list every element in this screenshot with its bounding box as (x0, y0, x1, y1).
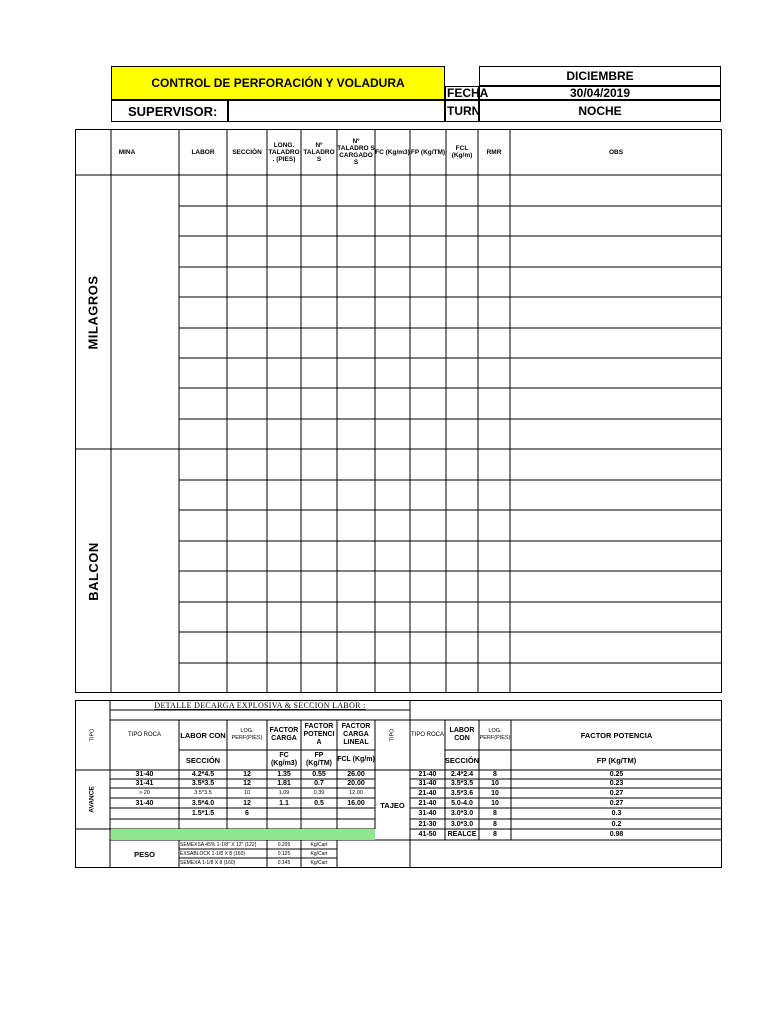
main-table-cell[interactable] (478, 541, 510, 571)
main-table-cell[interactable] (375, 632, 410, 663)
col-long-taladro: LONG. TALADRO . (PIES) (268, 141, 300, 163)
main-table-cell[interactable] (227, 480, 267, 510)
main-table-cell[interactable] (227, 297, 267, 328)
tajeo-row-1-cell-1: 3.5*3.5 (450, 780, 474, 787)
main-table-cell[interactable] (337, 419, 375, 449)
main-table-cell[interactable] (227, 206, 267, 236)
right-tipo-cell (375, 720, 410, 750)
right-factor-potencia: FACTOR POTENCIA (580, 730, 653, 740)
right-seccion: SECCIÓN (444, 755, 480, 765)
main-table-cell[interactable] (446, 236, 478, 267)
main-table-cell[interactable] (301, 571, 337, 602)
tajeo-row-0-cell-3: 0.25 (609, 771, 624, 778)
avance-row-2-cell-1: 3.5*3.5 (194, 790, 212, 796)
main-table-cell[interactable] (179, 602, 227, 632)
main-table-cell[interactable] (267, 663, 301, 693)
main-table-cell[interactable] (337, 541, 375, 571)
avance-row-3-cell-5: 16.00 (347, 799, 365, 807)
main-table-cell[interactable] (375, 480, 410, 510)
main-table-cell[interactable] (410, 510, 446, 541)
group-milagros-label: MILAGROS (85, 274, 101, 350)
turno-value: NOCHE (479, 100, 721, 122)
tajeo-row-4-cell-1: 3.0*3.0 (450, 810, 474, 817)
main-table-cell[interactable] (267, 388, 301, 419)
tajeo-row-5-cell-0: 21-30 (418, 820, 437, 828)
main-table-cell[interactable] (410, 328, 446, 358)
avance-row-3-cell-0: 31-40 (135, 799, 154, 807)
main-table-cell[interactable] (446, 449, 478, 480)
group-balcon-label: BALCON (85, 541, 101, 601)
avance-row-1-cell-2: 12 (243, 780, 251, 787)
col-labor: LABOR (191, 148, 215, 156)
main-table-cell[interactable] (179, 388, 227, 419)
main-table-cell[interactable] (337, 175, 375, 206)
tajeo-row-4-cell-0: 31-40 (418, 810, 437, 817)
col-n-taladros-cargados: Nº TALADRO S CARGADO S (337, 138, 375, 166)
main-table-cell[interactable] (510, 236, 722, 267)
main-table-cell[interactable] (227, 602, 267, 632)
main-table-cell[interactable] (337, 206, 375, 236)
main-table-cell[interactable] (510, 510, 722, 541)
main-table-cell[interactable] (375, 541, 410, 571)
main-table-cell[interactable] (375, 663, 410, 693)
main-table-cell[interactable] (510, 632, 722, 663)
main-table-cell[interactable] (510, 480, 722, 510)
peso-row-2-cell-1: 0.145 (277, 860, 291, 866)
main-table-cell[interactable] (478, 175, 510, 206)
main-table-cell[interactable] (375, 419, 410, 449)
main-table-cell[interactable] (337, 267, 375, 297)
avance-row-3-cell-1: 3.5*4.0 (191, 799, 215, 807)
tajeo-row-2-cell-1: 3.5*3.6 (450, 789, 474, 797)
left-fp: FP (Kg/TM) (305, 752, 333, 767)
detail-title: DETALLE DECARGA EXPLOSIVA & SECCION LABOR : (154, 700, 366, 710)
main-table-cell[interactable] (478, 510, 510, 541)
peso-row-2-cell-2: Kg/Cart (310, 860, 328, 866)
peso-row-1-cell-0: EXSABLOCK 1-1/8 X 8 (160) (180, 850, 246, 857)
main-table-cell[interactable] (227, 541, 267, 571)
tajeo-row-3-cell-2: 10 (491, 799, 499, 807)
form-title: CONTROL DE PERFORACIÓN Y VOLADURA (111, 66, 445, 100)
main-table-cell[interactable] (478, 297, 510, 328)
main-table-cell[interactable] (510, 297, 722, 328)
main-table-cell[interactable] (375, 297, 410, 328)
main-table-cell[interactable] (337, 602, 375, 632)
main-table-cell[interactable] (478, 632, 510, 663)
main-table-cell[interactable] (267, 510, 301, 541)
avance-row-4-cell-0 (110, 808, 179, 819)
avance-row-1-cell-1: 3.5*3.5 (191, 780, 215, 787)
tajeo-row-0-cell-1: 2.4*2.4 (450, 771, 474, 778)
avance-row-2-cell-0: > 20 (139, 790, 150, 796)
main-table-cell[interactable] (179, 175, 227, 206)
main-table-cell[interactable] (478, 328, 510, 358)
col-fcl: FCL (Kg/m) (451, 145, 473, 159)
avance-cell (75, 770, 110, 829)
main-table-cell[interactable] (227, 419, 267, 449)
main-table-cell[interactable] (267, 236, 301, 267)
main-table-cell[interactable] (375, 206, 410, 236)
right-log-perf: LOG. PERF(PIES) (479, 728, 511, 741)
fecha-value: 30/04/2019 (479, 86, 721, 100)
main-table-cell[interactable] (179, 419, 227, 449)
main-table-cell[interactable] (410, 602, 446, 632)
main-table-cell[interactable] (410, 541, 446, 571)
main-table-cell[interactable] (337, 571, 375, 602)
avance-row-1-cell-0: 31-41 (135, 780, 154, 787)
main-table-cell[interactable] (410, 206, 446, 236)
main-table-cell[interactable] (510, 571, 722, 602)
avance-row-3-cell-4: 0.5 (314, 799, 324, 807)
tajeo-row-5-cell-3: 0.2 (611, 820, 622, 828)
tajeo-row-6-cell-3: 0.98 (609, 831, 624, 838)
main-table-cell[interactable] (179, 480, 227, 510)
avance-row-3-cell-2: 12 (243, 799, 251, 807)
left-factor-potencia: FACTOR POTENCI A (303, 723, 335, 746)
main-table-cell[interactable] (179, 297, 227, 328)
main-table-cell[interactable] (478, 663, 510, 693)
main-table-cell[interactable] (446, 510, 478, 541)
main-table-cell[interactable] (337, 388, 375, 419)
main-table-cell[interactable] (227, 632, 267, 663)
main-table-cell[interactable] (227, 571, 267, 602)
main-table-cell[interactable] (179, 236, 227, 267)
tajeo-row-2-cell-3: 0.27 (609, 789, 624, 797)
tajeo-row-4-cell-3: 0.3 (611, 810, 622, 817)
avance-row-2-cell-4: 0.39 (313, 790, 325, 796)
main-table-cell[interactable] (227, 236, 267, 267)
col-n-taladros: Nº TALADRO S (303, 141, 335, 163)
main-table-cell[interactable] (337, 328, 375, 358)
month-cell: DICIEMBRE (479, 66, 721, 86)
main-table-cell[interactable] (446, 541, 478, 571)
peso-row-0-cell-2: Kg/Cart (310, 841, 328, 848)
fecha-label: FECHA (447, 86, 489, 100)
main-table-cell[interactable] (410, 480, 446, 510)
main-table-cell[interactable] (478, 267, 510, 297)
right-tipo-label: TIPO (389, 728, 396, 742)
main-table-cell[interactable] (478, 236, 510, 267)
main-table-cell[interactable] (446, 632, 478, 663)
main-table-cell[interactable] (227, 663, 267, 693)
main-table-cell[interactable] (267, 449, 301, 480)
avance-row-4-cell-1: 1.5*1.5 (191, 810, 215, 817)
main-table-cell[interactable] (510, 602, 722, 632)
main-table-cell[interactable] (510, 358, 722, 388)
peso-row-1-cell-2: Kg/Cart (310, 850, 328, 857)
left-tipo-label: TIPO (89, 728, 96, 742)
main-table-cell[interactable] (301, 297, 337, 328)
main-table-cell[interactable] (301, 449, 337, 480)
main-table-cell[interactable] (446, 388, 478, 419)
right-tipo-roca: TIPO ROCA (410, 732, 444, 738)
main-table-cell[interactable] (446, 328, 478, 358)
main-table-cell[interactable] (301, 541, 337, 571)
col-fc: FC (Kg/m3) (375, 148, 410, 156)
main-table-cell[interactable] (227, 175, 267, 206)
main-table-cell[interactable] (375, 602, 410, 632)
main-table-cell[interactable] (410, 175, 446, 206)
col-rmr: RMR (486, 148, 502, 156)
main-table-cell[interactable] (179, 510, 227, 541)
avance-row-4-cell-2: 6 (245, 810, 249, 817)
left-tipo-roca: TIPO ROCA (127, 732, 161, 738)
main-table-cell[interactable] (510, 419, 722, 449)
main-table-cell[interactable] (301, 632, 337, 663)
main-table-cell[interactable] (301, 267, 337, 297)
main-table-cell[interactable] (410, 663, 446, 693)
main-table-cell[interactable] (375, 236, 410, 267)
tajeo-row-2-cell-0: 21-40 (418, 789, 437, 797)
main-table-cell[interactable] (410, 571, 446, 602)
right-labor-con: LABOR CON (449, 727, 475, 742)
main-table-cell[interactable] (446, 206, 478, 236)
main-table-cell[interactable] (410, 419, 446, 449)
left-factor-carga-lineal: FACTOR CARGA LINEAL (341, 723, 371, 746)
tajeo-row-1-cell-0: 31-40 (418, 780, 437, 787)
main-table-cell[interactable] (510, 328, 722, 358)
avance-row-2-cell-2: 10 (243, 790, 251, 796)
main-table-cell[interactable] (478, 602, 510, 632)
tajeo-row-6-cell-1: REALCE (447, 831, 477, 838)
main-table-cell[interactable] (179, 358, 227, 388)
avance-row-0-cell-4: 0.55 (312, 771, 326, 778)
main-table-cell[interactable] (478, 480, 510, 510)
main-table-cell[interactable] (227, 388, 267, 419)
left-tipo-cell (75, 720, 110, 750)
main-table-cell[interactable] (301, 236, 337, 267)
tajeo-row-3-cell-1: 5.0-4.0 (451, 799, 473, 807)
left-seccion: SECCIÓN (185, 755, 221, 765)
main-table-cell[interactable] (446, 419, 478, 449)
main-table-cell[interactable] (227, 358, 267, 388)
main-table-cell[interactable] (410, 267, 446, 297)
main-table-cell[interactable] (410, 449, 446, 480)
main-table-cell[interactable] (301, 663, 337, 693)
main-table-cell[interactable] (337, 510, 375, 541)
main-table-cell[interactable] (179, 632, 227, 663)
main-table-cell[interactable] (337, 236, 375, 267)
tajeo-row-4-cell-2: 8 (493, 810, 497, 817)
main-table-cell[interactable] (510, 206, 722, 236)
main-table-cell[interactable] (410, 632, 446, 663)
tajeo-row-3-cell-0: 21-40 (418, 799, 437, 807)
tajeo-row-2-cell-2: 10 (491, 789, 499, 797)
main-table-cell[interactable] (337, 449, 375, 480)
main-table-cell[interactable] (267, 328, 301, 358)
tajeo-row-3-cell-3: 0.27 (609, 799, 624, 807)
tajeo-row-5-cell-1: 3.0*3.0 (450, 820, 474, 828)
avance-row-1-cell-5: 20.00 (347, 780, 365, 787)
main-table-cell[interactable] (446, 480, 478, 510)
avance-label: AVANCE (88, 786, 96, 813)
main-table-cell[interactable] (510, 449, 722, 480)
main-table-cell[interactable] (510, 388, 722, 419)
peso-row-1-cell-1: 0.125 (277, 850, 291, 857)
main-table-cell[interactable] (301, 602, 337, 632)
avance-row-0-cell-0: 31-40 (135, 771, 154, 778)
avance-row-4-cell-5 (337, 808, 375, 819)
main-table-cell[interactable] (267, 541, 301, 571)
main-table-cell[interactable] (267, 206, 301, 236)
main-table-cell[interactable] (478, 419, 510, 449)
tajeo-row-6-cell-2: 8 (493, 831, 497, 838)
avance-row-0-cell-5: 26.00 (347, 771, 365, 778)
main-table-cell[interactable] (510, 541, 722, 571)
main-table-cell[interactable] (301, 419, 337, 449)
tajeo-row-6-cell-0: 41-50 (418, 831, 437, 838)
main-table-cell[interactable] (510, 663, 722, 693)
avance-row-2-cell-5: 12.00 (349, 790, 363, 796)
main-table-cell[interactable] (510, 175, 722, 206)
main-table-cell[interactable] (410, 388, 446, 419)
main-table-cell[interactable] (375, 388, 410, 419)
main-table-cell[interactable] (179, 267, 227, 297)
main-table-cell[interactable] (301, 388, 337, 419)
avance-row-0-cell-3: 1.35 (277, 771, 291, 778)
peso-label: PESO (134, 849, 155, 859)
main-table-cell[interactable] (227, 267, 267, 297)
avance-row-1-cell-3: 1.81 (277, 780, 291, 787)
left-fc: FC (Kg/m3) (270, 752, 298, 767)
left-factor-carga: FACTOR CARGA (269, 727, 299, 742)
main-table-cell[interactable] (267, 602, 301, 632)
main-table-cell[interactable] (478, 388, 510, 419)
main-table-cell[interactable] (267, 297, 301, 328)
main-table-cell[interactable] (446, 602, 478, 632)
avance-row-1-cell-4: 0.7 (314, 780, 324, 787)
main-table-cell[interactable] (375, 328, 410, 358)
main-table-cell[interactable] (179, 449, 227, 480)
avance-row-0-cell-1: 4.2*4.5 (191, 771, 215, 778)
main-table-cell[interactable] (301, 206, 337, 236)
avance-row-3-cell-3: 1.1 (279, 799, 289, 807)
main-table-cell[interactable] (337, 663, 375, 693)
main-table-cell[interactable] (446, 571, 478, 602)
main-table-cell[interactable] (267, 175, 301, 206)
supervisor-label: SUPERVISOR: (111, 100, 228, 122)
avance-row-2-cell-3: 1.09 (278, 790, 290, 796)
main-table-cell[interactable] (267, 632, 301, 663)
main-table-cell[interactable] (478, 571, 510, 602)
main-table-cell[interactable] (375, 175, 410, 206)
main-table-cell[interactable] (267, 419, 301, 449)
main-table-cell[interactable] (446, 663, 478, 693)
main-table-cell[interactable] (478, 358, 510, 388)
main-table-cell[interactable] (337, 480, 375, 510)
left-log-perf: LOG. PERF(PIES) (231, 728, 263, 741)
tajeo-row-5-cell-2: 8 (493, 820, 497, 828)
green-band (111, 829, 375, 840)
main-table-cell[interactable] (478, 449, 510, 480)
tajeo-row-0-cell-2: 8 (493, 771, 497, 778)
avance-row-4-cell-4 (301, 808, 337, 819)
main-table-cell[interactable] (375, 510, 410, 541)
tajeo-row-0-cell-0: 21-40 (418, 771, 437, 778)
peso-row-0-cell-0: SEMEXSA 45% 1-1/8" X 12" (122) (180, 841, 257, 848)
main-table-cell[interactable] (179, 663, 227, 693)
right-fp: FP (Kg/TM) (596, 755, 637, 765)
main-table-cell[interactable] (446, 358, 478, 388)
main-table-cell[interactable] (267, 480, 301, 510)
main-table-cell[interactable] (179, 328, 227, 358)
main-table-cell[interactable] (446, 267, 478, 297)
avance-row-0-cell-2: 12 (243, 771, 251, 778)
main-table-cell[interactable] (446, 175, 478, 206)
main-table-cell[interactable] (337, 358, 375, 388)
left-fcl: FCL (Kg/m) (337, 756, 375, 763)
main-table-cell[interactable] (267, 571, 301, 602)
main-table-cell[interactable] (301, 358, 337, 388)
col-mina: MINA (118, 148, 136, 156)
main-table-cell[interactable] (301, 510, 337, 541)
col-seccion: SECCIÓN (232, 148, 262, 156)
main-table-cell[interactable] (375, 358, 410, 388)
main-table-cell[interactable] (301, 175, 337, 206)
turno-label: TURN (445, 100, 479, 122)
main-table-cell[interactable] (510, 267, 722, 297)
main-table-cell[interactable] (227, 510, 267, 541)
main-table-cell[interactable] (227, 449, 267, 480)
main-table-cell[interactable] (410, 297, 446, 328)
main-table-cell[interactable] (301, 328, 337, 358)
main-table-cell[interactable] (410, 358, 446, 388)
main-table-cell[interactable] (179, 541, 227, 571)
peso-row-2-cell-0: SEMEXA 1-1/8 X 8 (160) (180, 860, 236, 866)
main-table-cell[interactable] (478, 206, 510, 236)
main-table-cell[interactable] (179, 571, 227, 602)
tajeo-row-1-cell-3: 0.23 (609, 780, 624, 787)
main-table-cell[interactable] (179, 206, 227, 236)
col-fp: FP (Kg/TM) (410, 148, 446, 156)
main-table-cell[interactable] (227, 328, 267, 358)
main-table-cell[interactable] (337, 297, 375, 328)
tajeo-row-1-cell-2: 10 (491, 780, 499, 787)
main-table-cell[interactable] (375, 449, 410, 480)
left-labor-con: LABOR CON (180, 730, 226, 740)
main-table-cell[interactable] (446, 297, 478, 328)
main-table-cell[interactable] (267, 267, 301, 297)
main-table-cell[interactable] (301, 480, 337, 510)
main-table-cell[interactable] (375, 267, 410, 297)
main-table-cell[interactable] (267, 358, 301, 388)
peso-row-0-cell-1: 0.205 (277, 841, 291, 848)
main-table-cell[interactable] (375, 571, 410, 602)
main-table-cell[interactable] (410, 236, 446, 267)
tajeo-label: TAJEO (380, 800, 405, 810)
col-obs: OBS (608, 148, 624, 156)
avance-row-4-cell-3 (267, 808, 301, 819)
main-table-cell[interactable] (337, 632, 375, 663)
